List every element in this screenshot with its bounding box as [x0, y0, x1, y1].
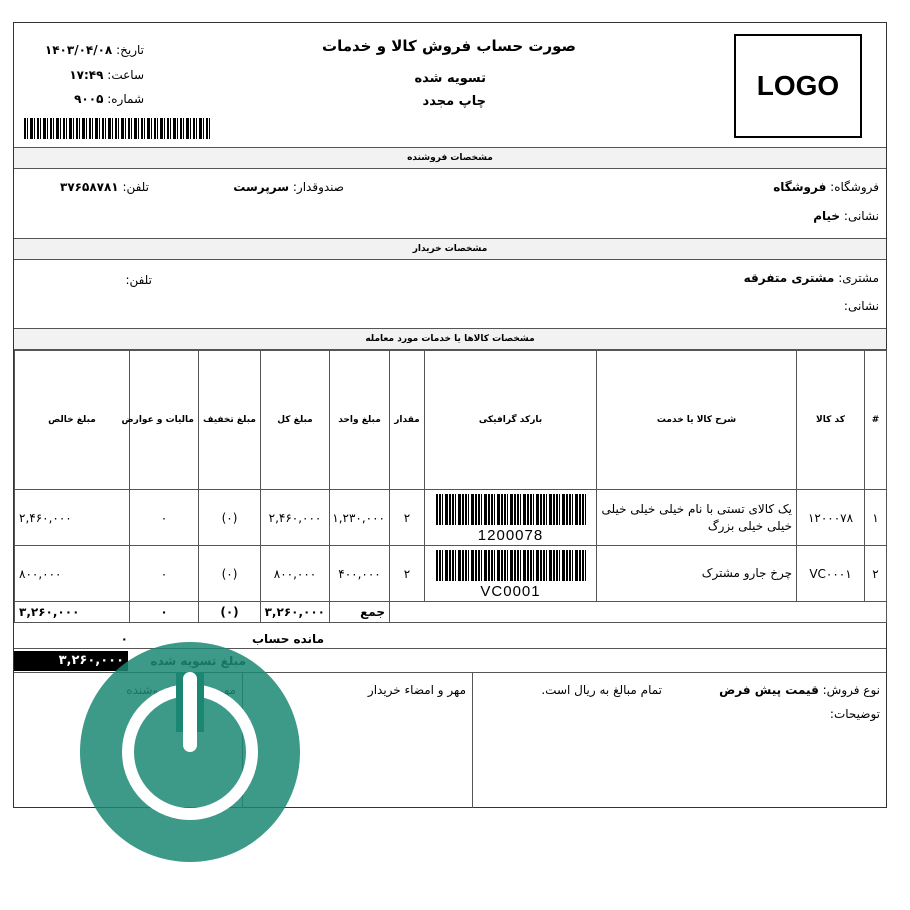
cashier-label: صندوقدار:: [292, 180, 344, 194]
customer-row: [634, 271, 879, 285]
item-unit-price: ۴۰۰,۰۰۰: [330, 546, 390, 602]
item-description: چرخ جارو مشترک: [597, 546, 797, 602]
date-value: ۱۴۰۳/۰۴/۰۸: [44, 43, 113, 57]
number-label: شماره:: [107, 92, 144, 106]
item-code: VC۰۰۰۱: [797, 546, 865, 602]
time-label: ساعت:: [107, 68, 144, 82]
item-total: ۸۰۰,۰۰۰: [261, 546, 330, 602]
settled-value: ۳,۲۶۰,۰۰۰: [14, 651, 128, 671]
item-tax: ۰: [130, 490, 199, 546]
totals-net: ۳,۲۶۰,۰۰۰: [15, 602, 130, 623]
status-text: تسویه شده: [414, 71, 486, 86]
seller-phone-label: تلفن:: [122, 180, 149, 194]
buyer-phone-label: تلفن:: [125, 273, 152, 287]
item-unit-price: ۱,۲۳۰,۰۰۰: [330, 490, 390, 546]
watermark-logo: [80, 642, 300, 862]
row-number: ۲: [865, 546, 887, 602]
number-value: ۹۰۰۵: [74, 92, 104, 106]
item-qty: ۲: [390, 490, 425, 546]
item-description: یک کالای تستی با نام خیلی خیلی خیلی خیلی خیلی بزرگ: [597, 490, 797, 546]
cashier-row: [214, 180, 344, 194]
cashier-value: سرپرست: [233, 180, 290, 194]
buyer-section-title: مشخصات خریدار: [14, 238, 886, 260]
buyer-address-label: نشانی:: [843, 299, 879, 313]
footer-divider: [472, 672, 473, 808]
balance-label: مانده حساب: [251, 632, 324, 646]
watermark-bar: [183, 672, 197, 752]
table-row: [15, 490, 887, 546]
sale-type-label: نوع فروش:: [822, 683, 880, 697]
sale-type-row: [654, 683, 880, 697]
col-header: مقدار: [390, 351, 425, 490]
divider: [14, 648, 886, 649]
totals-tax: ۰: [130, 602, 199, 623]
col-header: مبلغ خالص: [15, 351, 130, 490]
item-tax: ۰: [130, 546, 199, 602]
totals-total: ۳,۲۶۰,۰۰۰: [261, 602, 330, 623]
invoice-barcode: [24, 118, 212, 139]
store-row: [634, 180, 879, 194]
item-barcode: [425, 490, 597, 546]
date-label: تاریخ:: [116, 43, 144, 57]
seller-address-value: خیام: [813, 209, 841, 223]
items-section-title: مشخصات کالاها یا خدمات مورد معامله: [14, 328, 886, 350]
col-header: کد کالا: [797, 351, 865, 490]
col-header: #: [865, 351, 887, 490]
seller-phone-row: [34, 180, 149, 194]
notes-label: توضیحات:: [829, 707, 880, 721]
balance-row: [134, 630, 886, 648]
item-discount: (۰): [199, 546, 261, 602]
table-row: [15, 546, 887, 602]
currency-note: تمام مبالغ به ریال است.: [541, 683, 662, 697]
totals-spacer: [390, 602, 887, 623]
seller-phone-value: ۳۷۶۵۸۷۸۱: [60, 180, 119, 194]
time-value: ۱۷:۴۹: [69, 68, 104, 82]
reprint-text: چاپ مجدد: [422, 94, 486, 109]
col-header: شرح کالا یا خدمت: [597, 351, 797, 490]
store-label: فروشگاه:: [830, 180, 879, 194]
item-barcode: [425, 546, 597, 602]
barcode-text: 1200078: [477, 527, 544, 544]
row-number: ۱: [865, 490, 887, 546]
balance-value: ۰: [120, 632, 128, 646]
item-qty: ۲: [390, 546, 425, 602]
col-header: بارکد گرافیکی: [425, 351, 597, 490]
seller-section-title: مشخصات فروشنده: [14, 147, 886, 169]
buyer-signature-label: مهر و امضاء خریدار: [367, 683, 466, 697]
col-header: مبلغ تخفیف: [199, 351, 261, 490]
store-value: فروشگاه: [773, 180, 827, 194]
number-row: [22, 92, 144, 106]
date-row: [22, 43, 144, 57]
col-header: مالیات و عوارض: [130, 351, 199, 490]
item-discount: (۰): [199, 490, 261, 546]
item-total: ۲,۴۶۰,۰۰۰: [261, 490, 330, 546]
items-table: [14, 350, 887, 623]
col-header: مبلغ کل: [261, 351, 330, 490]
seller-address-row: [634, 209, 879, 223]
totals-label: جمع: [330, 602, 390, 623]
table-header-row: [15, 351, 887, 490]
item-net: ۸۰۰,۰۰۰: [15, 546, 130, 602]
invoice-title: صورت حساب فروش کالا و خدمات: [322, 37, 576, 55]
totals-row: [15, 602, 887, 623]
barcode-graphic: [436, 550, 586, 581]
buyer-address-row: [634, 299, 879, 313]
item-net: ۲,۴۶۰,۰۰۰: [15, 490, 130, 546]
customer-value: مشتری متفرقه: [743, 271, 835, 285]
totals-discount: (۰): [199, 602, 261, 623]
barcode-graphic: [436, 494, 586, 525]
item-code: ۱۲۰۰۰۷۸: [797, 490, 865, 546]
seller-address-label: نشانی:: [843, 209, 879, 223]
logo: LOGO: [734, 34, 862, 138]
col-header: مبلغ واحد: [330, 351, 390, 490]
time-row: [22, 68, 144, 82]
sale-type-value: قیمت پیش فرض: [719, 683, 819, 697]
buyer-phone-row: [34, 273, 152, 287]
barcode-text: VC0001: [480, 583, 541, 600]
customer-label: مشتری:: [838, 271, 879, 285]
